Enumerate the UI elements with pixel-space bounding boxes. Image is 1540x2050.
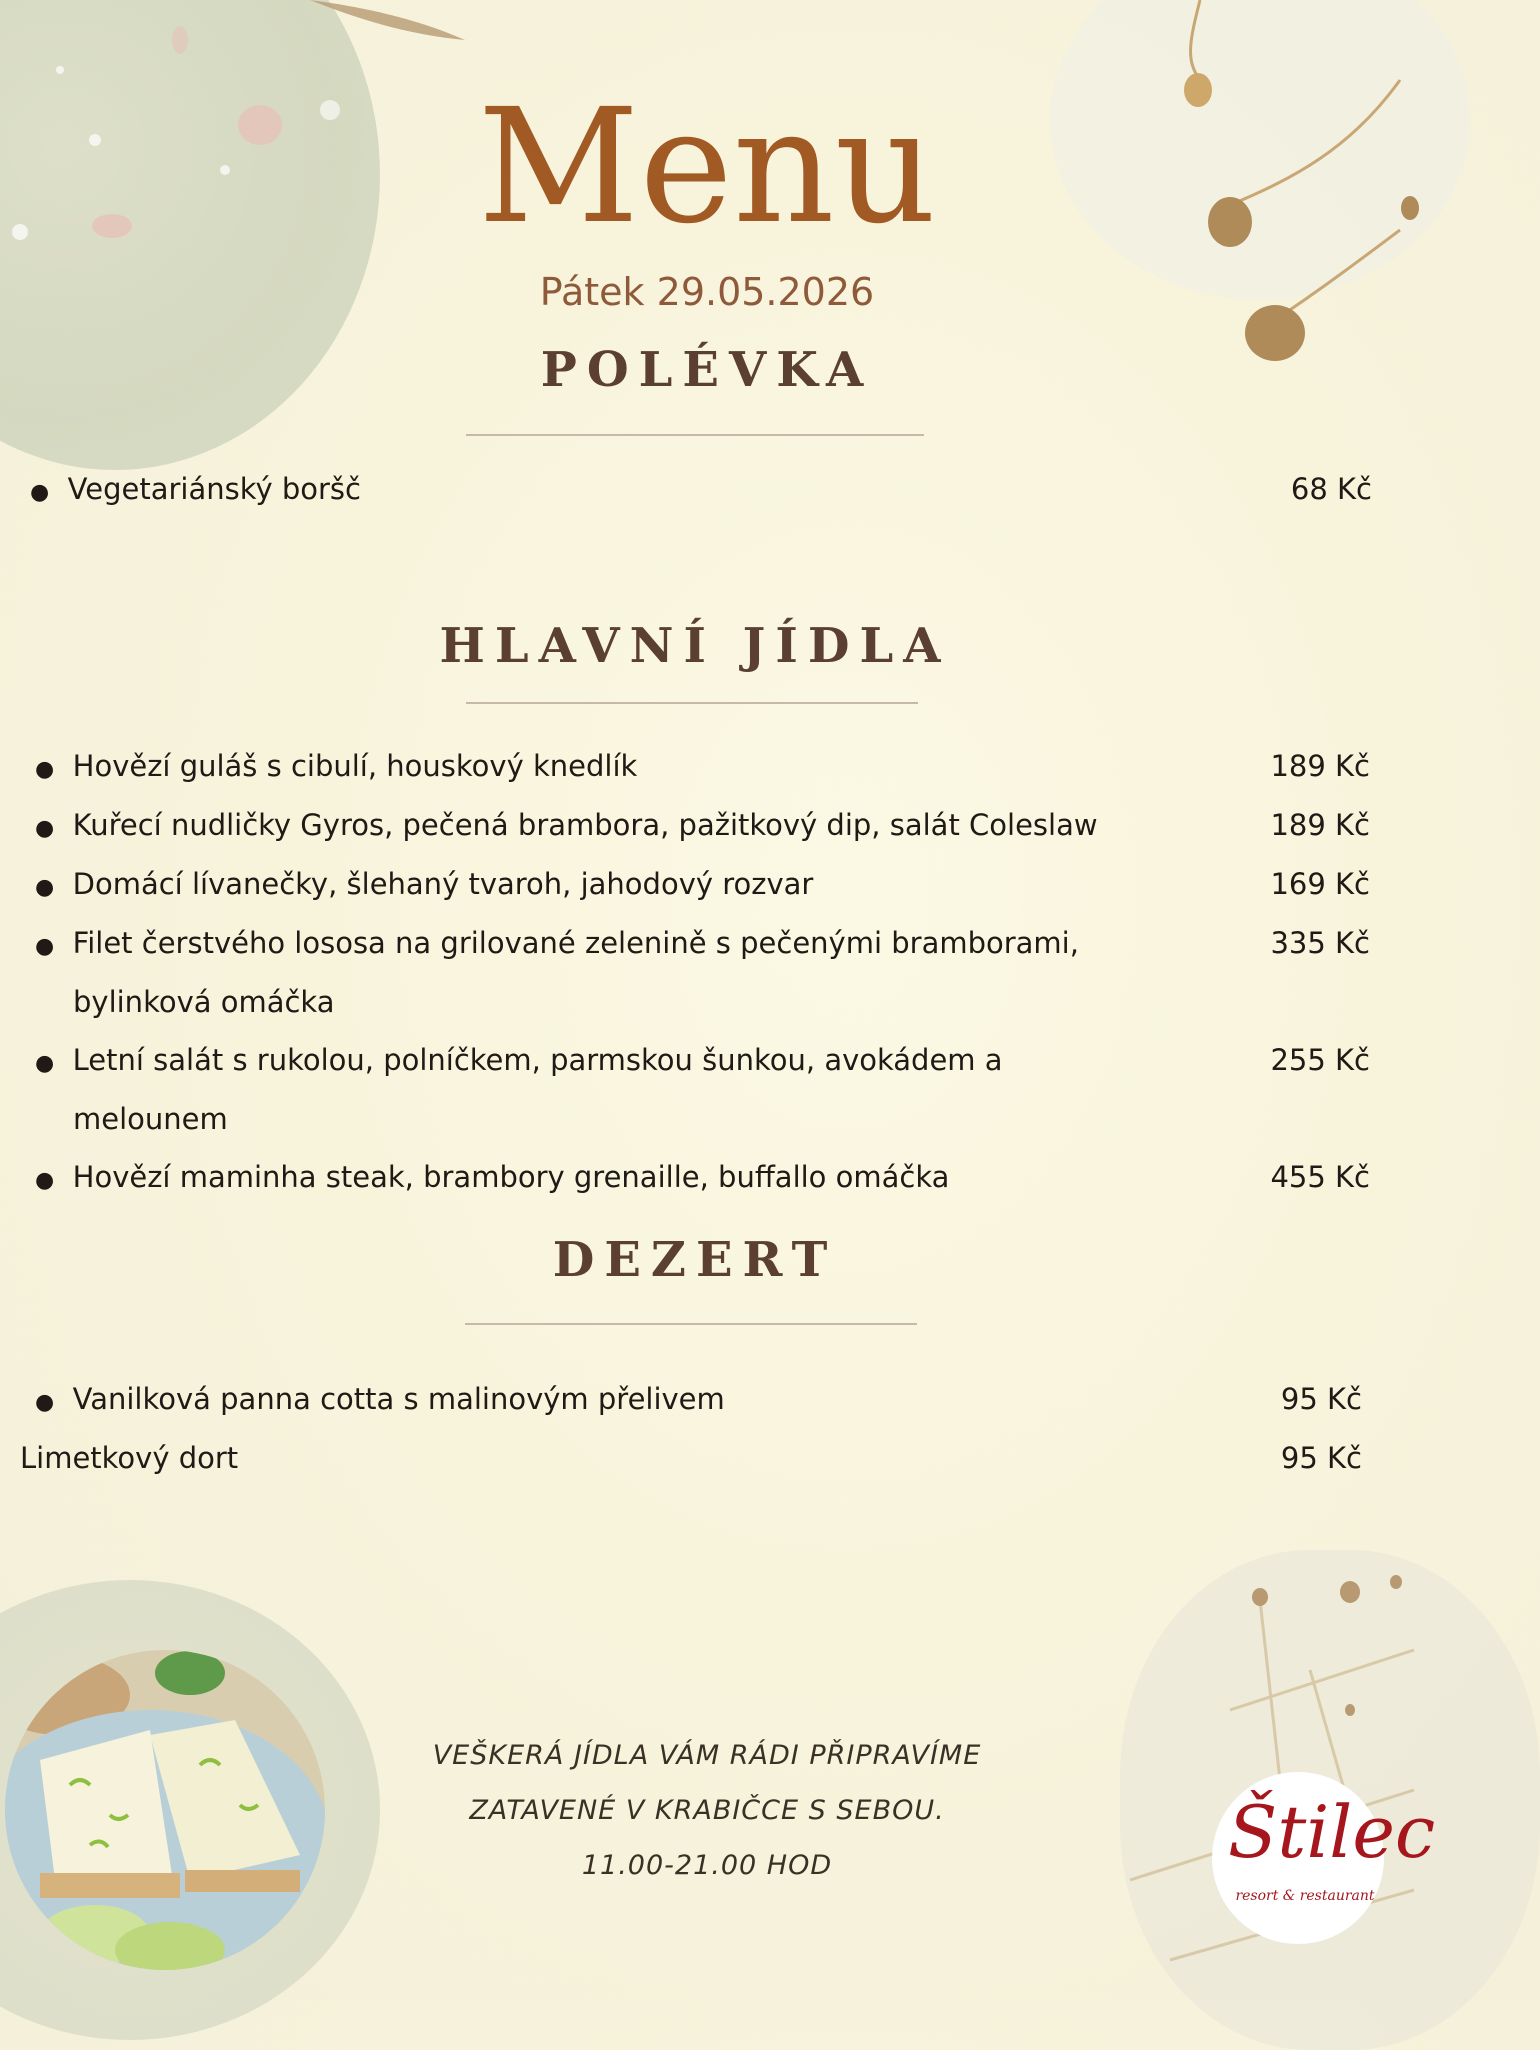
footer-line-2: ZATAVENÉ V KRABIČCE S SEBOU.	[469, 1795, 945, 1826]
menu-item	[35, 1031, 1003, 1093]
bullet-icon: ●	[35, 757, 55, 782]
bullet-icon: ●	[35, 875, 55, 900]
menu-title: Menu	[477, 75, 937, 259]
menu-item	[35, 855, 813, 917]
logo-wordmark: Štilec	[1228, 1790, 1436, 1874]
menu-item-price: 95 Kč	[1280, 1382, 1362, 1416]
menu-item-price: 189 Kč	[1270, 749, 1370, 783]
menu-item-name: Vanilková panna cotta s malinovým přelivem	[72, 1382, 725, 1416]
menu-item	[35, 737, 637, 799]
menu-item	[35, 1370, 725, 1432]
menu-item	[35, 796, 1098, 858]
bullet-icon: ●	[35, 1168, 55, 1193]
menu-item-price: 95 Kč	[1280, 1441, 1362, 1475]
menu-item-name: Letní salát s rukolou, polníčkem, parmskou šunkou, avokádem a	[72, 1043, 1003, 1077]
menu-item-name: Hovězí maminha steak, brambory grenaille, buffallo omáčka	[72, 1160, 950, 1194]
bullet-icon: ●	[35, 816, 55, 841]
bullet-icon: ●	[35, 1390, 55, 1415]
section-heading-soup: POLÉVKA	[540, 342, 874, 398]
logo-tagline: resort & restaurant	[1235, 1888, 1375, 1904]
menu-item	[30, 460, 361, 522]
footer-hours: 11.00-21.00 HOD	[581, 1850, 833, 1881]
menu-item-name: Domácí lívanečky, šlehaný tvaroh, jahodový rozvar	[72, 867, 814, 901]
section-divider	[466, 702, 918, 704]
menu-item	[35, 1148, 949, 1210]
menu-item	[35, 914, 1079, 976]
menu-item-price: 255 Kč	[1270, 1043, 1370, 1077]
menu-item-name: Hovězí guláš s cibulí, houskový knedlík	[72, 749, 638, 783]
bullet-icon: ●	[30, 480, 50, 505]
footer-line-1: VEŠKERÁ JÍDLA VÁM RÁDI PŘIPRAVÍME	[432, 1740, 982, 1771]
section-divider	[465, 1323, 917, 1325]
menu-date: Pátek 29.05.2026	[539, 270, 875, 314]
bullet-icon: ●	[35, 934, 55, 959]
section-heading-mains: HLAVNÍ JÍDLA	[439, 618, 951, 674]
menu-item-price: 455 Kč	[1270, 1160, 1370, 1194]
section-heading-dessert: DEZERT	[552, 1232, 838, 1288]
menu-item-name-continuation: bylinková omáčka	[73, 985, 335, 1019]
menu-item-name: Kuřecí nudličky Gyros, pečená brambora, pažitkový dip, salát Coleslaw	[72, 808, 1098, 842]
menu-item-price: 189 Kč	[1270, 808, 1370, 842]
menu-item-name: Vegetariánský boršč	[67, 472, 361, 506]
menu-item-price: 335 Kč	[1270, 926, 1370, 960]
menu-item-name: Filet čerstvého lososa na grilované zelenině s pečenými bramborami,	[72, 926, 1079, 960]
menu-item-price: 169 Kč	[1270, 867, 1370, 901]
menu-item-name-continuation: melounem	[73, 1102, 228, 1136]
menu-item-name: Limetkový dort	[20, 1441, 239, 1475]
menu-item-price: 68 Kč	[1290, 472, 1372, 506]
bullet-icon: ●	[35, 1051, 55, 1076]
section-divider	[466, 434, 924, 436]
